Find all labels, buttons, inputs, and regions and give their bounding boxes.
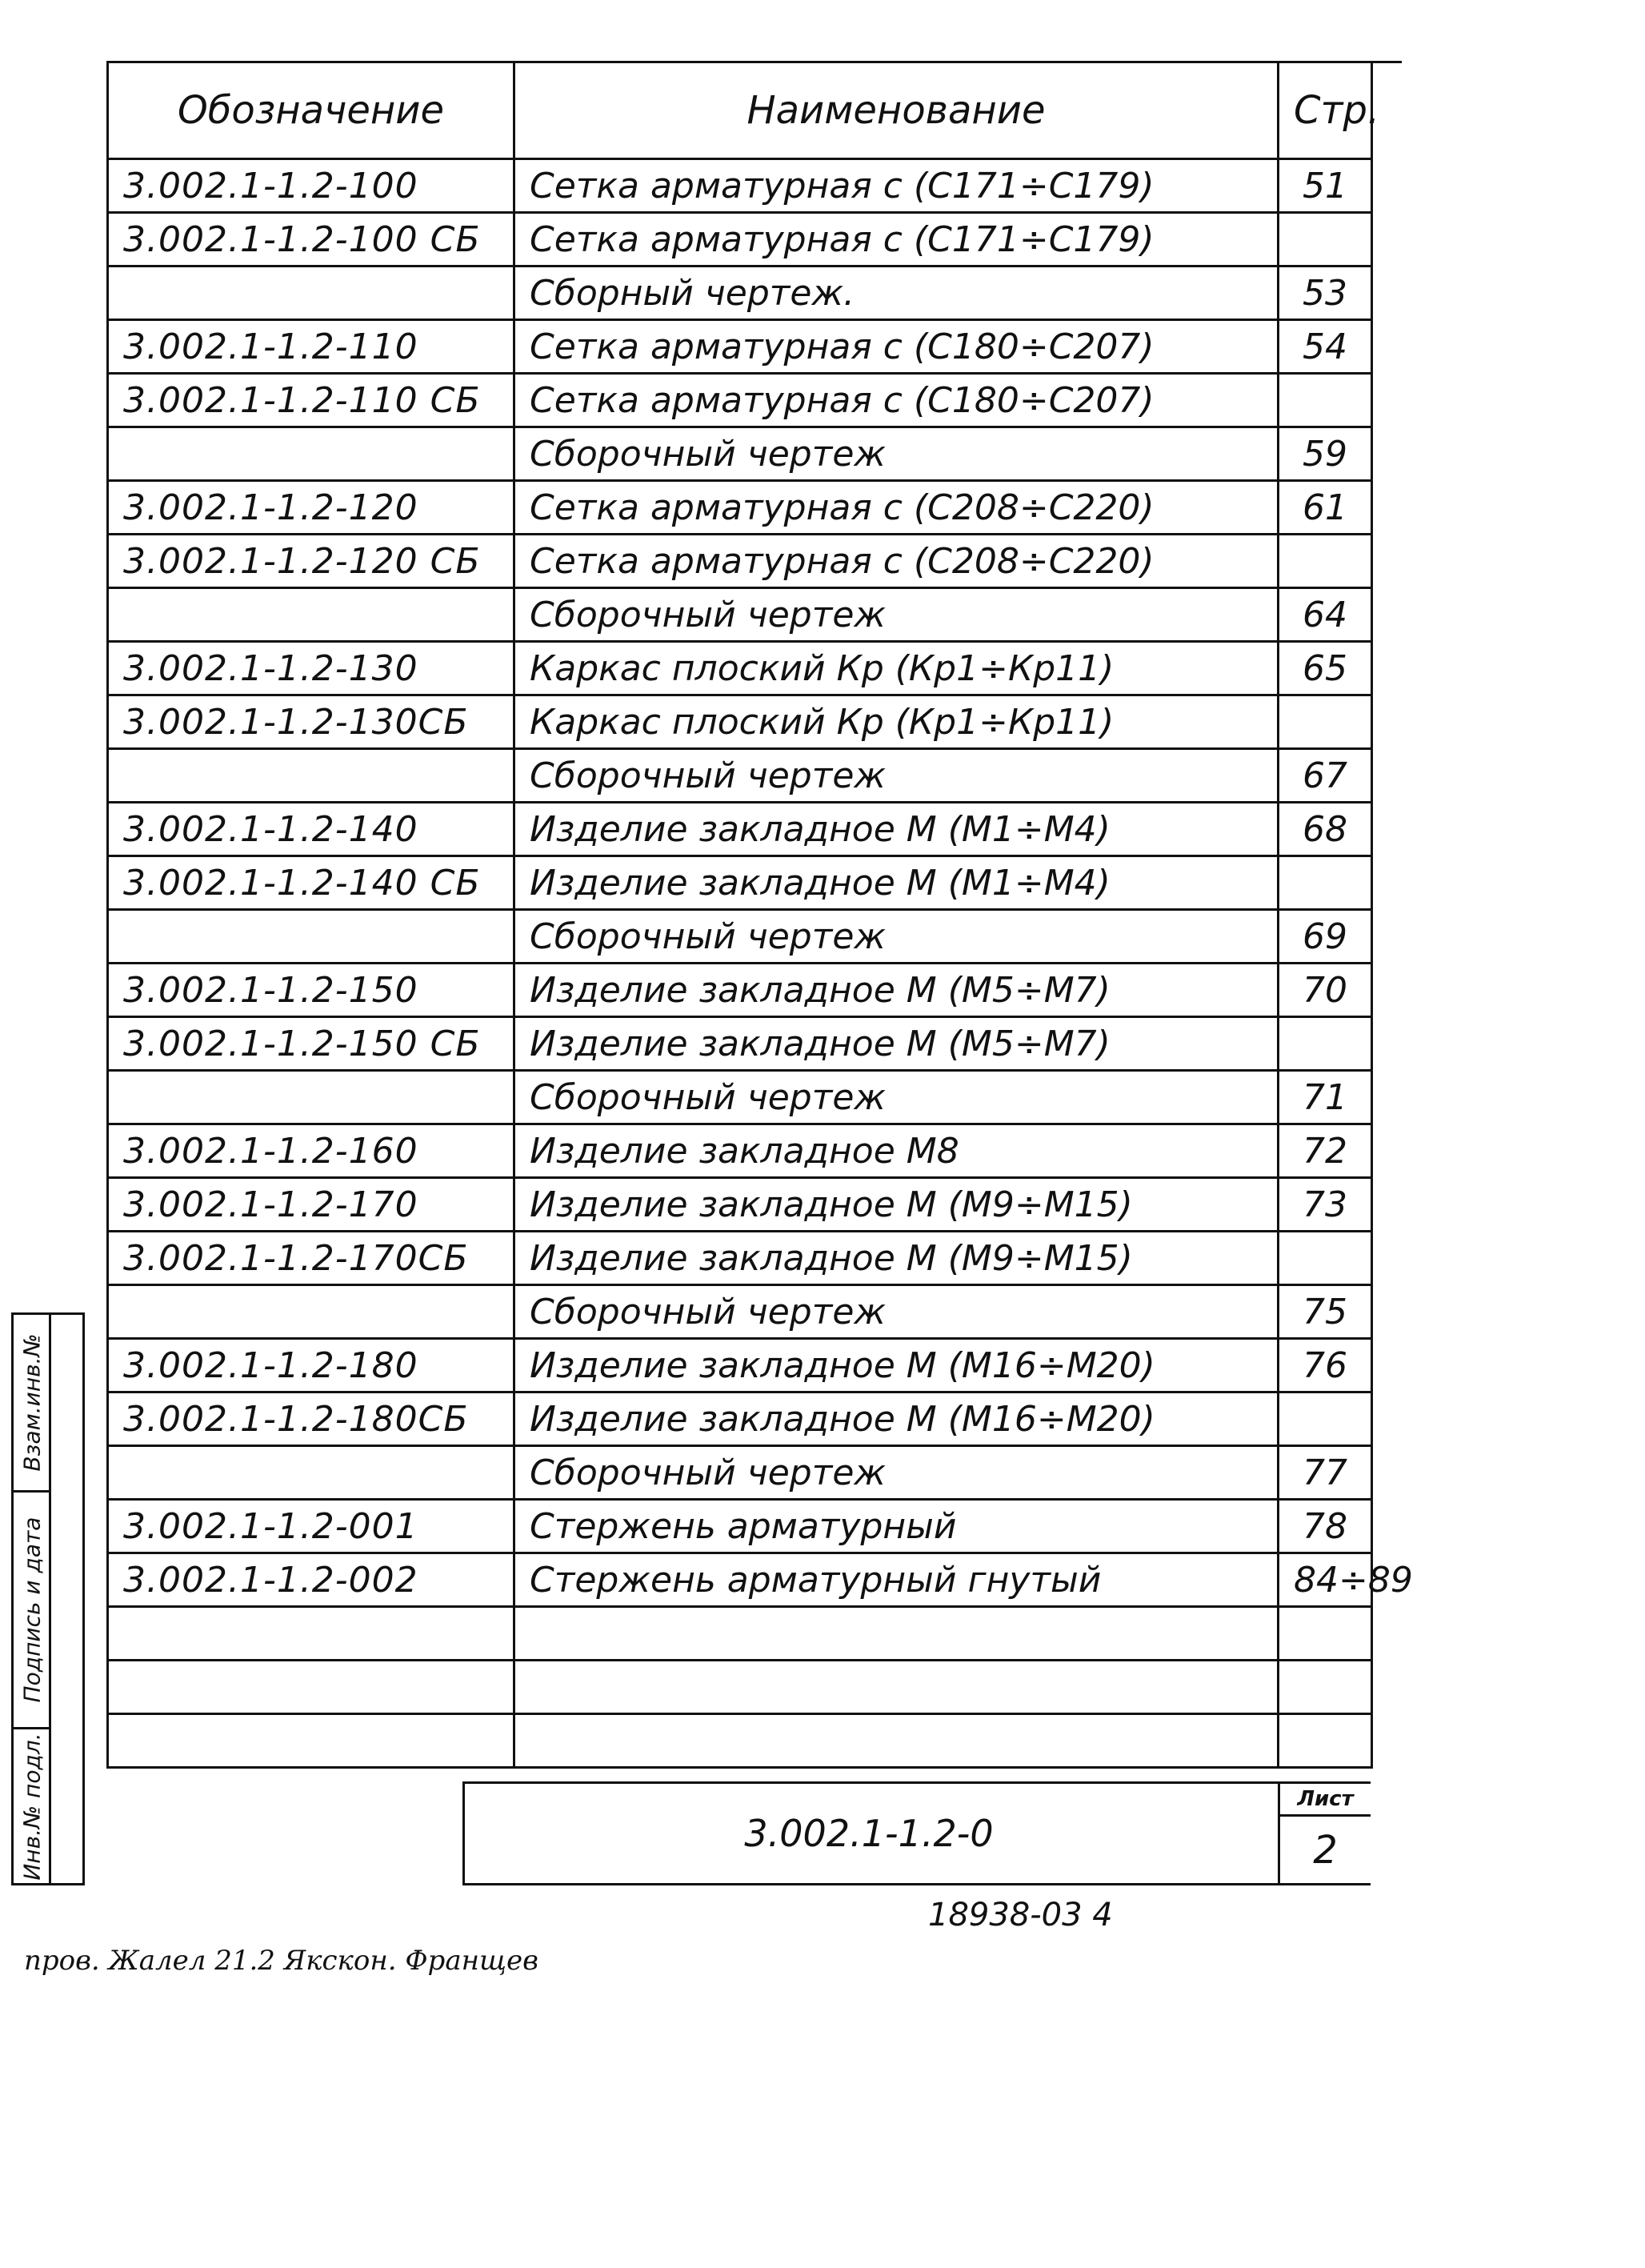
row-name: Изделие закладное М (М1÷М4) [514, 803, 1279, 856]
row-code: 3.002.1-1.2-180 [108, 1339, 514, 1392]
table-row [108, 910, 1372, 964]
row-page: 70 [1279, 964, 1372, 1017]
row-page: 84÷89 [1279, 1553, 1372, 1607]
row-code: 3.002.1-1.2-170 [108, 1178, 514, 1232]
row-code: 3.002.1-1.2-110 [108, 320, 514, 374]
row-name: Изделие закладное М (М9÷М15) [514, 1232, 1279, 1285]
row-page: 73 [1279, 1178, 1372, 1232]
row-name: Сборочный чертеж [514, 1071, 1279, 1124]
table-row [108, 266, 1372, 320]
table-row [108, 749, 1372, 803]
row-name: Сетка арматурная с (С171÷С179) [514, 159, 1279, 213]
row-name: Сетка арматурная с (С208÷С220) [514, 481, 1279, 535]
row-code: 3.002.1-1.2-110 СБ [108, 374, 514, 427]
frame-line [1368, 61, 1402, 63]
contents-table [106, 61, 1413, 1769]
row-code: 3.002.1-1.2-100 [108, 159, 514, 213]
table-row [108, 320, 1372, 374]
row-page: 64 [1279, 588, 1372, 642]
table-row [108, 1446, 1372, 1500]
row-name: Сетка арматурная с (С171÷С179) [514, 213, 1279, 266]
row-code [108, 266, 514, 320]
footer-signature-note: пров. Жалел 21.2 Якскон. Франщев [24, 1945, 538, 1977]
row-page [1279, 1392, 1372, 1446]
side-cell-replacement [14, 1315, 50, 1493]
table-row [108, 1071, 1372, 1124]
side-cell-signature [14, 1493, 50, 1729]
empty-row [108, 1714, 1372, 1768]
row-code [108, 1285, 514, 1339]
table-row [108, 1285, 1372, 1339]
table-row [108, 1017, 1372, 1071]
row-page: 68 [1279, 803, 1372, 856]
header-name: Наименование [514, 62, 1279, 159]
row-name: Сборный чертеж. [514, 266, 1279, 320]
row-code [108, 1071, 514, 1124]
table-row [108, 1178, 1372, 1232]
row-name: Сборочный чертеж [514, 749, 1279, 803]
footer-number: 18938-03 4 [928, 1897, 1113, 1933]
empty-cell [514, 1661, 1279, 1714]
row-code: 3.002.1-1.2-140 СБ [108, 856, 514, 910]
table-row [108, 159, 1372, 213]
header-page: Стр. [1279, 62, 1372, 159]
side-label-replacement: Взам.инв.№ [18, 1333, 46, 1472]
row-name: Каркас плоский Кр (Кр1÷Кр11) [514, 695, 1279, 749]
row-name: Сборочный чертеж [514, 1446, 1279, 1500]
row-name: Изделие закладное М (М16÷М20) [514, 1392, 1279, 1446]
row-page: 76 [1279, 1339, 1372, 1392]
row-name: Сетка арматурная с (С208÷С220) [514, 535, 1279, 588]
row-page: 67 [1279, 749, 1372, 803]
header-designation: Обозначение [108, 62, 514, 159]
table-header-row [108, 62, 1372, 159]
row-code: 3.002.1-1.2-120 [108, 481, 514, 535]
row-name: Стержень арматурный [514, 1500, 1279, 1553]
row-page [1279, 213, 1372, 266]
row-page [1279, 374, 1372, 427]
row-code: 3.002.1-1.2-120 СБ [108, 535, 514, 588]
table-row [108, 1553, 1372, 1607]
row-name: Сборочный чертеж [514, 1285, 1279, 1339]
row-code: 3.002.1-1.2-150 [108, 964, 514, 1017]
row-page: 54 [1279, 320, 1372, 374]
title-block [462, 1781, 1371, 1885]
row-page [1279, 695, 1372, 749]
row-code [108, 427, 514, 481]
row-code: 3.002.1-1.2-001 [108, 1500, 514, 1553]
table-row [108, 588, 1372, 642]
row-name: Сборочный чертеж [514, 910, 1279, 964]
sheet-box [1278, 1784, 1371, 1883]
row-code: 3.002.1-1.2-160 [108, 1124, 514, 1178]
sheet-label: Лист [1280, 1784, 1371, 1817]
table-row [108, 695, 1372, 749]
empty-cell [1279, 1661, 1372, 1714]
row-name: Сетка арматурная с (С180÷С207) [514, 320, 1279, 374]
row-page [1279, 535, 1372, 588]
row-page: 78 [1279, 1500, 1372, 1553]
table-row [108, 803, 1372, 856]
table-row [108, 1339, 1372, 1392]
row-page [1279, 856, 1372, 910]
row-page: 72 [1279, 1124, 1372, 1178]
empty-cell [1279, 1714, 1372, 1768]
row-page: 69 [1279, 910, 1372, 964]
row-name: Изделие закладное М (М16÷М20) [514, 1339, 1279, 1392]
row-code: 3.002.1-1.2-002 [108, 1553, 514, 1607]
row-page: 59 [1279, 427, 1372, 481]
row-name: Изделие закладное М8 [514, 1124, 1279, 1178]
row-page: 71 [1279, 1071, 1372, 1124]
row-page: 75 [1279, 1285, 1372, 1339]
empty-row [108, 1661, 1372, 1714]
row-name: Каркас плоский Кр (Кр1÷Кр11) [514, 642, 1279, 695]
empty-cell [108, 1661, 514, 1714]
empty-cell [108, 1607, 514, 1661]
row-code: 3.002.1-1.2-100 СБ [108, 213, 514, 266]
row-page: 61 [1279, 481, 1372, 535]
row-name: Изделие закладное М (М9÷М15) [514, 1178, 1279, 1232]
document-code: 3.002.1-1.2-0 [744, 1812, 994, 1855]
row-name: Сборочный чертеж [514, 427, 1279, 481]
row-page [1279, 1017, 1372, 1071]
row-code: 3.002.1-1.2-170СБ [108, 1232, 514, 1285]
row-page: 53 [1279, 266, 1372, 320]
table-row [108, 213, 1372, 266]
empty-cell [514, 1714, 1279, 1768]
table-row [108, 535, 1372, 588]
empty-cell [514, 1607, 1279, 1661]
row-page [1279, 1232, 1372, 1285]
table-row [108, 1500, 1372, 1553]
row-page: 65 [1279, 642, 1372, 695]
row-code [108, 588, 514, 642]
row-code: 3.002.1-1.2-140 [108, 803, 514, 856]
table-row [108, 642, 1372, 695]
row-name: Изделие закладное М (М5÷М7) [514, 1017, 1279, 1071]
row-code [108, 910, 514, 964]
row-name: Изделие закладное М (М5÷М7) [514, 964, 1279, 1017]
table-row [108, 427, 1372, 481]
empty-row [108, 1607, 1372, 1661]
side-label-inventory: Инв.№ подл. [18, 1732, 46, 1881]
row-page: 51 [1279, 159, 1372, 213]
row-code: 3.002.1-1.2-130СБ [108, 695, 514, 749]
empty-cell [108, 1714, 514, 1768]
row-code: 3.002.1-1.2-180СБ [108, 1392, 514, 1446]
row-code: 3.002.1-1.2-130 [108, 642, 514, 695]
table-row [108, 481, 1372, 535]
row-name: Сетка арматурная с (С180÷С207) [514, 374, 1279, 427]
side-cell-inventory [14, 1729, 50, 1883]
side-stamp-strip [11, 1312, 85, 1885]
table-row [108, 856, 1372, 910]
row-code: 3.002.1-1.2-150 СБ [108, 1017, 514, 1071]
sheet-number: 2 [1313, 1828, 1338, 1873]
table-row [108, 374, 1372, 427]
row-code [108, 749, 514, 803]
row-name: Изделие закладное М (М1÷М4) [514, 856, 1279, 910]
empty-cell [1279, 1607, 1372, 1661]
row-name: Сборочный чертеж [514, 588, 1279, 642]
table-row [108, 1124, 1372, 1178]
side-label-signature: Подпись и дата [18, 1517, 46, 1703]
table-row [108, 1232, 1372, 1285]
table-row [108, 1392, 1372, 1446]
table-row [108, 964, 1372, 1017]
row-page: 77 [1279, 1446, 1372, 1500]
row-code [108, 1446, 514, 1500]
row-name: Стержень арматурный гнутый [514, 1553, 1279, 1607]
